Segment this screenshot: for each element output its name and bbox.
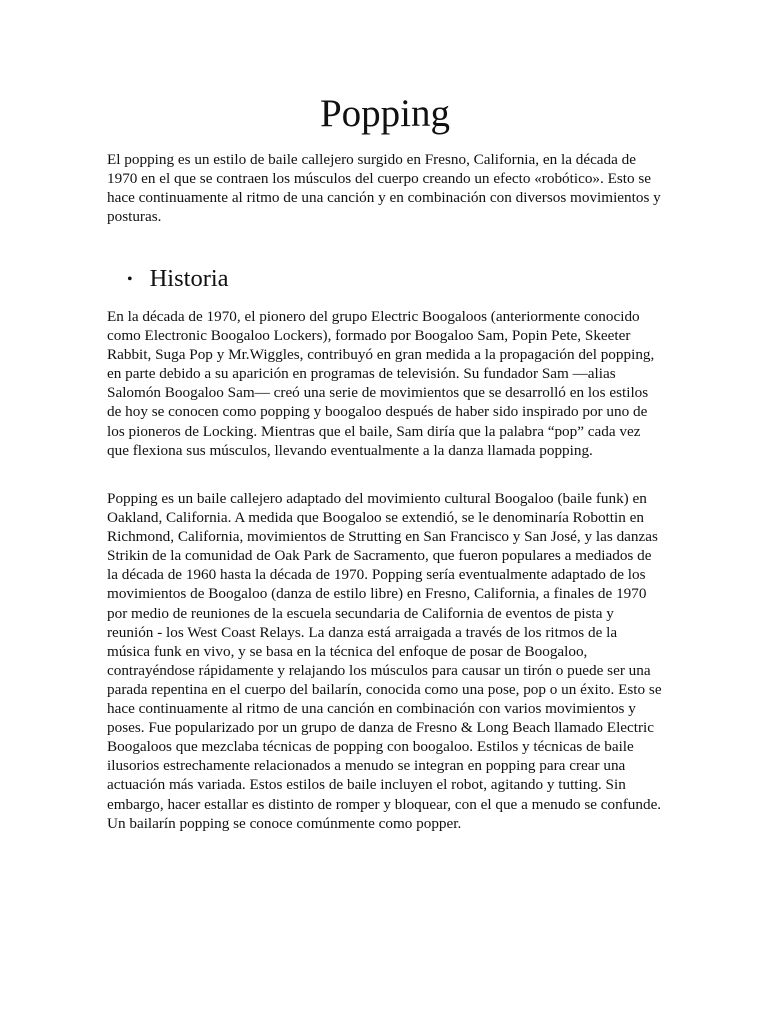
bullet-icon: • [127, 271, 133, 288]
intro-paragraph: El popping es un estilo de baile callejero surgido en Fresno, California, en la década de 1970 en el que se contraen los músculos del cuerpo creando un efecto «robótico». Esto se hace continuamente al ritmo de una canción y en combinación con diversos movimientos y posturas. [107, 151, 661, 226]
history-paragraph-1: En la década de 1970, el pionero del grupo Electric Boogaloos (anteriormente conocido como Electronic Boogaloo Lockers), formado por Boogaloo Sam, Popin Pete, Skeeter Rabbit, Suga Pop y Mr.Wiggles, contribuyó en gran medida a la propagación del popping, en parte debido a su aparición en programas de televisión. Su fundador Sam —alias Salomón Boogaloo Sam— creó una serie de movimientos que se desarrolló en los estilos de hoy se conocen como popping y boogaloo después de haber sido inspirado por uno de los pioneros de Locking. Mientras que el baile, Sam diría que la palabra “pop” cada vez que flexiona sus músculos, llevando eventualmente a la danza llamada popping. [107, 308, 655, 459]
document-title: Popping [319, 92, 451, 135]
section-heading-text: Historia [149, 265, 229, 292]
section-heading [127, 264, 229, 294]
history-paragraph-2: Popping es un baile callejero adaptado del movimiento cultural Boogaloo (baile funk) en Oakland, California. A medida que Boogaloo se extendió, se le denominaría Robottin en Richmond, California, movimientos de Strutting en San Francisco y San José, y las danzas Strikin de la comunidad de Oak Park de Sacramento, que fueron populares a mediados de la década de 1960 hasta la década de 1970. Popping sería eventualmente adaptado de los movimientos de Boogaloo (danza de estilo libre) en Fresno, California, a finales de 1970 por medio de reuniones de la escuela secundaria de California de eventos de pista y reunión - los West Coast Relays. La danza está arraigada a través de los ritmos de la música funk en vivo, y se basa en la técnica del enfoque de posar de Boogaloo, contrayéndose rápidamente y relajando los músculos para causar un tirón o puede ser una parada repentina en el cuerpo del bailarín, conocida como una pose, pop o un éxito. Esto se hace continuamente al ritmo de una canción en combinación con varios movimientos y poses. Fue popularizado por un grupo de danza de Fresno & Long Beach llamado Electric Boogaloos que mezclaba técnicas de popping con boogaloo. Estilos y técnicas de baile ilusorios estrechamente relacionados a menudo se integran en popping para crear una actuación más variada. Estos estilos de baile incluyen el robot, agitando y tutting. Sin embargo, hacer estallar es distinto de romper y bloquear, con el que a menudo se confunde. Un bailarín popping se conoce comúnmente como popper. [107, 490, 662, 832]
